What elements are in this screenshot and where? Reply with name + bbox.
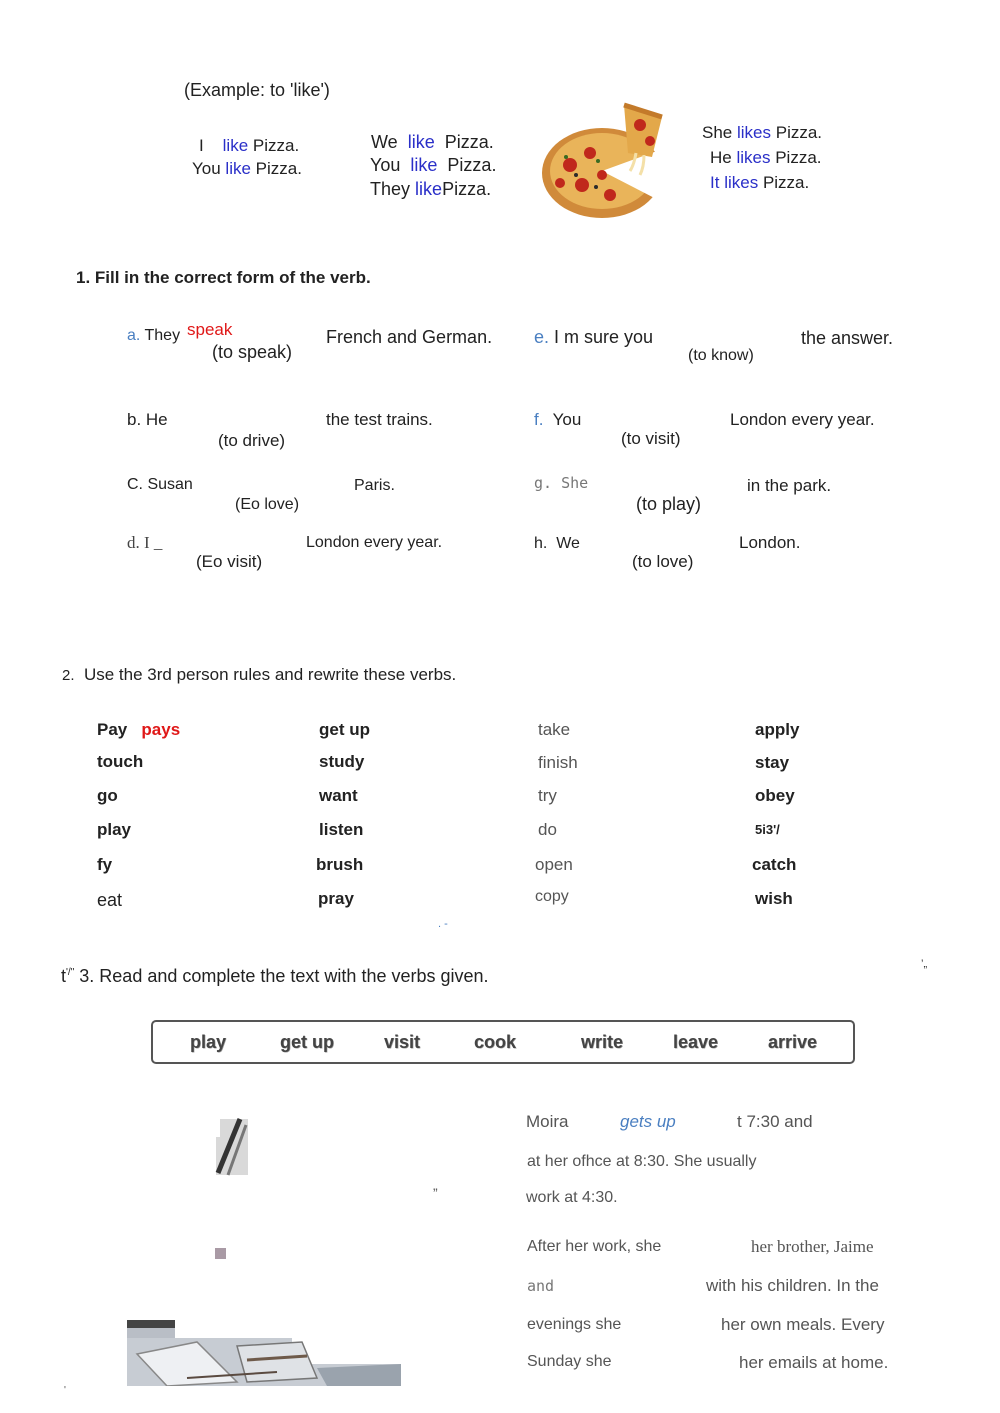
verb-item: do bbox=[538, 820, 557, 839]
example-line: You like Pizza. bbox=[370, 155, 497, 175]
example-line: She likes Pizza. bbox=[702, 123, 823, 142]
example-heading: (Example: to 'like') bbox=[184, 80, 330, 100]
item-e-hint: (to know) bbox=[688, 347, 754, 364]
image-fragment bbox=[210, 1117, 250, 1177]
verb-item: want bbox=[319, 786, 358, 805]
verb-item: catch bbox=[752, 855, 797, 874]
section3-title: t'/" 3. Read and complete the text with the verbs given. bbox=[61, 966, 489, 986]
item-g-rest: in the park. bbox=[747, 476, 832, 495]
item-a-hint: (to speak) bbox=[212, 342, 293, 362]
item-d-rest: London every year. bbox=[306, 534, 443, 551]
verb-item: apply bbox=[755, 720, 800, 739]
verb-item: Pay pays bbox=[97, 720, 181, 739]
image-fragment bbox=[215, 1248, 226, 1259]
item-c-label: C. Susan bbox=[127, 476, 193, 493]
para2-line4-end: her emails at home. bbox=[739, 1353, 889, 1372]
item-c-hint: (Eo love) bbox=[235, 496, 300, 513]
para1-line1-start: Moira bbox=[526, 1112, 569, 1131]
word-option: arrive bbox=[768, 1032, 818, 1052]
word-option: cook bbox=[474, 1032, 517, 1052]
verb-item: study bbox=[319, 752, 365, 771]
example-line: They likePizza. bbox=[370, 179, 492, 199]
para1-line1-end: t 7:30 and bbox=[737, 1112, 813, 1131]
verb-item: go bbox=[97, 786, 118, 805]
item-b-label: b. He bbox=[127, 410, 168, 429]
section1-title: 1. Fill in the correct form of the verb. bbox=[76, 268, 371, 287]
example-line: It likes Pizza. bbox=[710, 173, 810, 192]
item-h-rest: London. bbox=[739, 533, 801, 552]
verb-item: play bbox=[97, 820, 132, 839]
word-option: leave bbox=[673, 1032, 719, 1052]
word-option: get up bbox=[280, 1032, 334, 1052]
para1-answer[interactable]: gets up bbox=[620, 1112, 676, 1131]
word-option: visit bbox=[384, 1032, 421, 1052]
para2-line3-end: her own meals. Every bbox=[721, 1315, 885, 1334]
desk-image bbox=[127, 1320, 401, 1386]
item-c-rest: Paris. bbox=[354, 477, 395, 494]
word-option: write bbox=[581, 1032, 624, 1052]
stray-mark: ’„ bbox=[921, 958, 928, 970]
pizza-image bbox=[540, 95, 670, 223]
verb-item: fy bbox=[97, 855, 113, 874]
verb-item: wish bbox=[755, 889, 793, 908]
para2-line3-start: evenings she bbox=[527, 1316, 622, 1333]
verb-item: 5i3'/ bbox=[755, 822, 780, 837]
stray-mark: ' bbox=[64, 1385, 66, 1396]
item-d-label: d. I _ bbox=[127, 533, 163, 552]
stray-dash: . - bbox=[438, 918, 448, 930]
item-e-rest: the answer. bbox=[801, 328, 894, 348]
verb-item: listen bbox=[319, 820, 364, 839]
verb-item: try bbox=[538, 786, 557, 805]
verb-item: stay bbox=[755, 753, 790, 772]
item-g-hint: (to play) bbox=[636, 494, 702, 514]
example-line: He likes Pizza. bbox=[710, 148, 822, 167]
verb-item: finish bbox=[538, 753, 578, 772]
para2-line1-end: her brother, Jaime bbox=[751, 1237, 874, 1256]
item-a-rest: French and German. bbox=[326, 327, 493, 347]
example-line: I like Pizza. bbox=[199, 136, 300, 155]
verb-item: brush bbox=[316, 855, 364, 874]
verb-item: take bbox=[538, 720, 571, 739]
item-f-label: f. You bbox=[534, 410, 582, 429]
item-e-label: e. I m sure you bbox=[534, 327, 654, 347]
section2-title: 2. Use the 3rd person rules and rewrite these verbs. bbox=[62, 665, 457, 684]
verb-item: open bbox=[535, 855, 573, 874]
item-a-label: a. They bbox=[127, 327, 181, 344]
item-b-hint: (to drive) bbox=[218, 431, 286, 450]
item-a-answer[interactable]: speak bbox=[187, 320, 233, 339]
word-option: play bbox=[190, 1032, 227, 1052]
item-d-hint: (Eo visit) bbox=[196, 552, 263, 571]
para2-line2-start: and bbox=[527, 1277, 555, 1295]
item-h-label: h. We bbox=[534, 535, 580, 552]
item-h-hint: (to love) bbox=[632, 552, 694, 571]
item-b-rest: the test trains. bbox=[326, 410, 433, 429]
item-f-rest: London every year. bbox=[730, 410, 875, 429]
stray-quote: ” bbox=[433, 1185, 438, 1201]
verb-item: touch bbox=[97, 752, 144, 771]
word-box bbox=[151, 1020, 855, 1064]
para2-line1-start: After her work, she bbox=[527, 1238, 662, 1255]
verb-item: get up bbox=[319, 720, 370, 739]
verb-item: copy bbox=[535, 888, 569, 905]
para2-line2-end: with his children. In the bbox=[706, 1276, 879, 1295]
para2-line4-start: Sunday she bbox=[527, 1353, 612, 1370]
verb-item: pray bbox=[318, 889, 354, 908]
item-f-hint: (to visit) bbox=[621, 429, 681, 448]
verb-item: obey bbox=[755, 786, 795, 805]
example-line: You like Pizza. bbox=[192, 159, 302, 178]
verb-item: eat bbox=[97, 890, 123, 910]
item-g-label: g. She bbox=[534, 474, 589, 492]
para1-line3: work at 4:30. bbox=[526, 1189, 618, 1206]
para1-line2: at her ofhce at 8:30. She usually bbox=[527, 1153, 757, 1170]
example-line: We like Pizza. bbox=[371, 132, 494, 152]
